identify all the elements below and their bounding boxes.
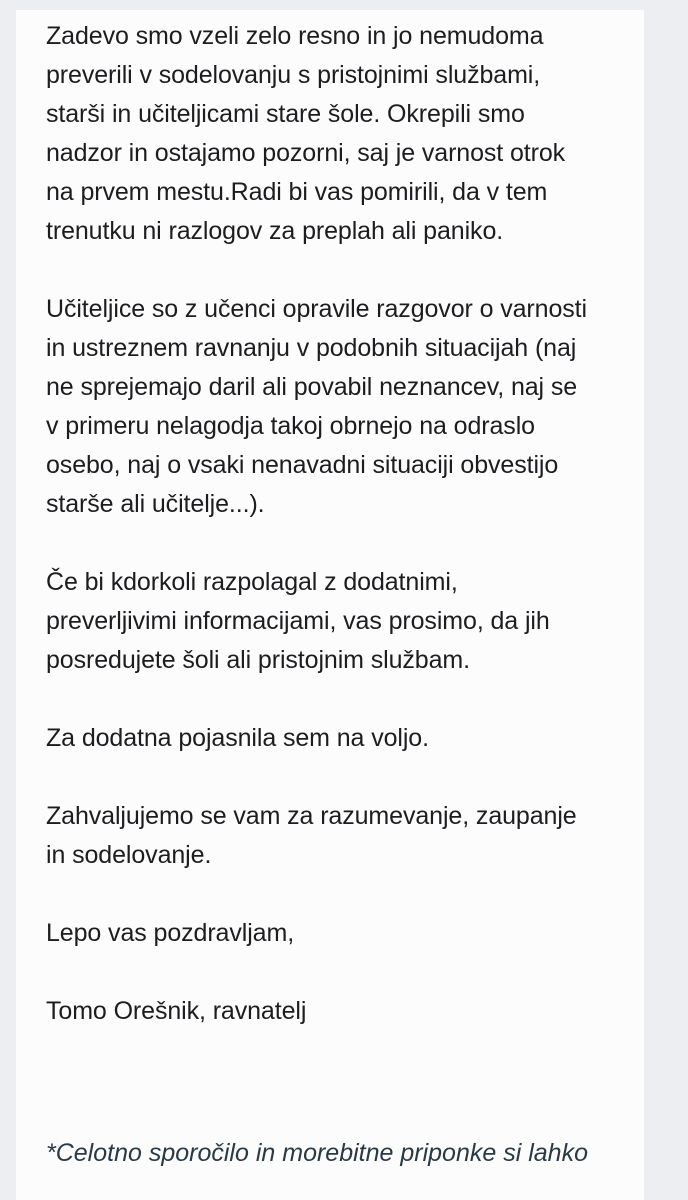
paragraph-safety-check (46, 17, 631, 251)
message-card (16, 10, 644, 1200)
paragraph-signature (46, 992, 631, 1031)
paragraph-gap (46, 875, 631, 914)
text-line: Učiteljice so z učenci opravile razgovor o varnosti (46, 295, 587, 323)
paragraph-gap (46, 524, 631, 563)
attachments-note: *Celotno sporočilo in morebitne priponke si lahko (46, 1139, 588, 1167)
text-line: v primeru nelagodja takoj obrnejo na odraslo (46, 412, 535, 440)
text-line: posredujete šoli ali pristojnim službam. (46, 646, 470, 674)
text-line: na prvem mestu.Radi bi vas pomirili, da v tem (46, 178, 548, 206)
paragraph-info-request (46, 563, 631, 680)
text-line: osebo, naj o vsaki nenavadni situaciji obvestijo (46, 451, 559, 479)
paragraph-gap (46, 680, 631, 719)
message-body (46, 17, 631, 1031)
text-line: preverili v sodelovanju s pristojnimi službami, (46, 61, 541, 89)
paragraph-thanks (46, 797, 631, 875)
signature: Tomo Orešnik, ravnatelj (46, 997, 307, 1025)
text-line: ne sprejemajo daril ali povabil neznancev, naj se (46, 373, 578, 401)
paragraph-gap (46, 251, 631, 290)
text-line: trenutku ni razlogov za preplah ali paniko. (46, 217, 504, 245)
text-line: Lepo vas pozdravljam, (46, 919, 295, 947)
text-line: preverljivimi informacijami, vas prosimo, da jih (46, 607, 550, 635)
text-line: Zahvaljujemo se vam za razumevanje, zaupanje (46, 802, 577, 830)
text-line: in ustreznem ravnanju v podobnih situacijah (naj (46, 334, 577, 362)
paragraph-greeting (46, 914, 631, 953)
text-line: Zadevo smo vzeli zelo resno in jo nemudoma (46, 22, 544, 50)
text-line: Za dodatna pojasnila sem na voljo. (46, 724, 429, 752)
text-line: starše ali učitelje...). (46, 490, 265, 518)
paragraph-gap (46, 758, 631, 797)
text-line: starši in učiteljicami stare šole. Okrepili smo (46, 100, 525, 128)
paragraph-teacher-talk (46, 290, 631, 524)
text-line: nadzor in ostajamo pozorni, saj je varnost otrok (46, 139, 566, 167)
paragraph-availability (46, 719, 631, 758)
paragraph-gap (46, 953, 631, 992)
text-line: in sodelovanje. (46, 841, 212, 869)
text-line: Če bi kdorkoli razpolagal z dodatnimi, (46, 568, 458, 596)
